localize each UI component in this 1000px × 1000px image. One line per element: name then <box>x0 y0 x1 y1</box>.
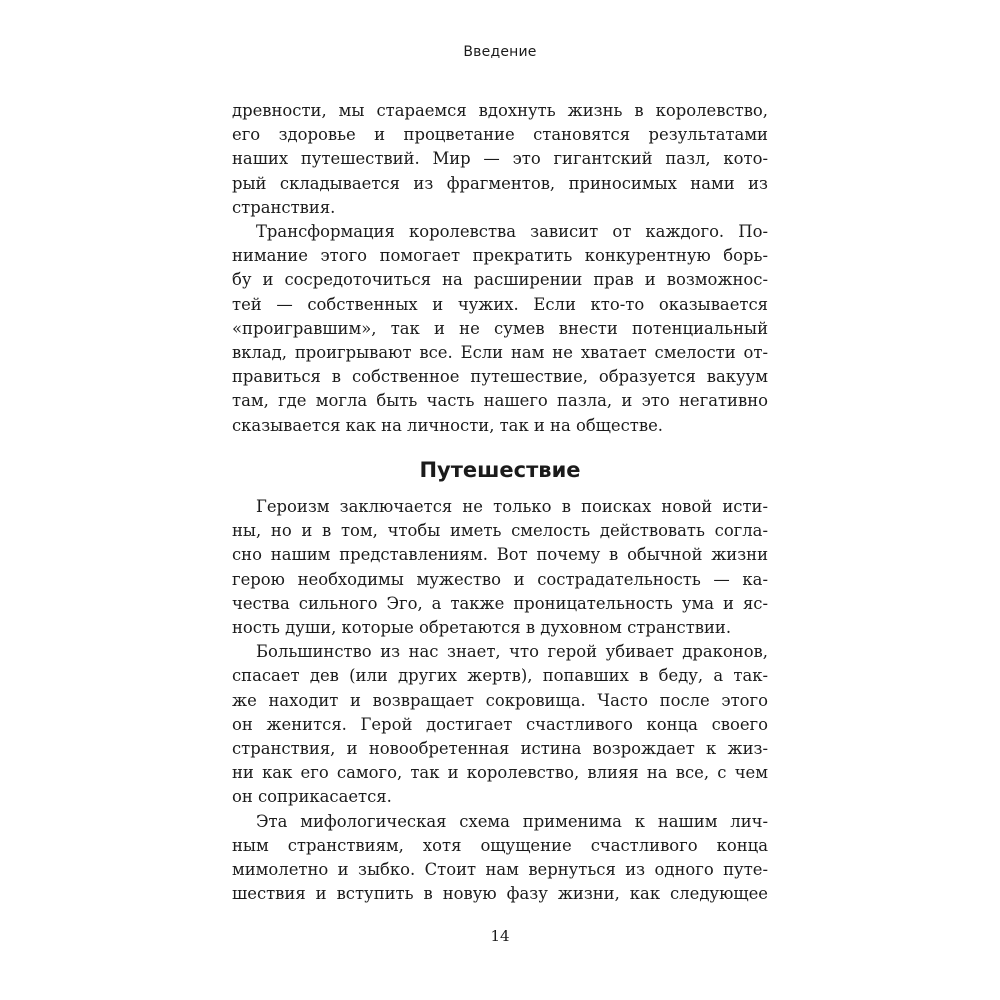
page-number: 14 <box>490 927 510 945</box>
text-line: тей — собственных и чужих. Если кто-то оказывается <box>232 294 768 314</box>
text-line: он женится. Герой достигает счастливого конца своего <box>232 714 768 734</box>
text-line: нимание этого помогает прекратить конкурентную борь- <box>232 246 768 266</box>
text-line: ни как его самого, так и королевство, влияя на все, с чем <box>232 763 768 783</box>
text-line: Героизм заключается не только в поисках новой исти- <box>256 497 768 516</box>
text-line: же находит и возвращает сокровища. Часто после этого <box>232 690 768 710</box>
text-line: древности, мы стараемся вдохнуть жизнь в королевство, <box>232 101 768 120</box>
text-line: чества сильного Эго, а также проницательность ума и яс- <box>232 593 768 613</box>
text-block-intro <box>232 99 768 438</box>
text-line: странствия. <box>232 197 336 217</box>
text-line: Эта мифологическая схема применима к нашим лич- <box>256 811 768 831</box>
text-line: герою необходимы мужество и сострадательность — ка- <box>232 569 768 589</box>
text-line: бу и сосредоточиться на расширении прав и возможнос- <box>232 270 768 290</box>
text-line: наших путешествий. Мир — это гигантский пазл, кото- <box>232 149 768 169</box>
text-line: сказывается как на личности, так и на обществе. <box>232 415 664 435</box>
text-line: рый складывается из фрагментов, приносимых нами из <box>232 173 768 193</box>
text-line: сно нашим представлениям. Вот почему в обычной жизни <box>232 545 768 565</box>
text-line: там, где могла быть часть нашего пазла, и это негативно <box>232 391 768 411</box>
text-line: ны, но и в том, чтобы иметь смелость действовать согла- <box>232 521 768 541</box>
text-line: Большинство из нас знает, что герой убивает драконов, <box>256 642 768 662</box>
text-line: странствия, и новообретенная истина возрождает к жиз- <box>232 739 768 759</box>
text-line: он соприкасается. <box>232 787 392 807</box>
section-heading: Путешествие <box>419 458 581 482</box>
text-line: мимолетно и зыбко. Стоит нам вернуться из одного путе- <box>232 860 768 880</box>
text-line: правиться в собственное путешествие, образуется вакуум <box>232 367 768 387</box>
text-line: «проигравшим», так и не сумев внести потенциальный <box>232 318 768 338</box>
text-line: спасает дев (или других жертв), попавших в беду, а так- <box>232 666 768 686</box>
text-line: вклад, проигрывают все. Если нам не хватает смелости от- <box>232 343 768 363</box>
text-line: его здоровье и процветание становятся результатами <box>232 125 768 145</box>
text-line: шествия и вступить в новую фазу жизни, как следующее <box>232 884 768 904</box>
text-line: ность души, которые обретаются в духовном странствии. <box>232 618 732 638</box>
text-block-journey <box>232 495 768 906</box>
text-line: Трансформация королевства зависит от каждого. По- <box>256 222 768 242</box>
running-header: Введение <box>463 44 537 60</box>
text-line: ным странствиям, хотя ощущение счастливого конца <box>232 835 768 855</box>
